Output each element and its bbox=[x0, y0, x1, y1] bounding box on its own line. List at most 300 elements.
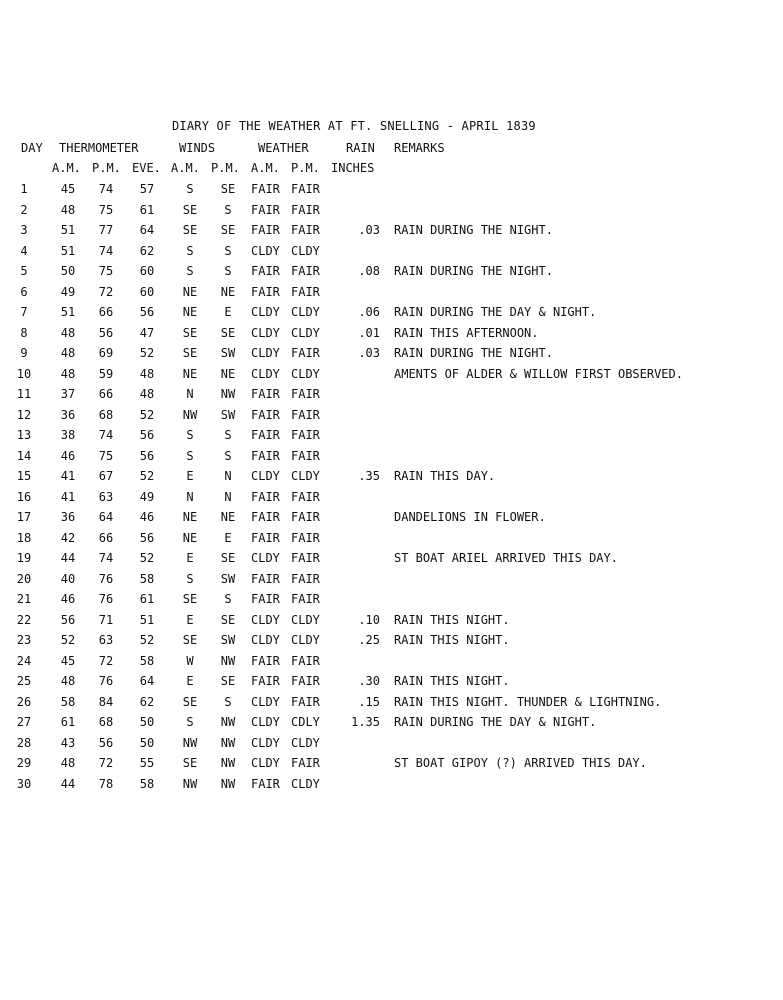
cell-remarks: AMENTS OF ALDER & WILLOW FIRST OBSERVED. bbox=[394, 367, 683, 381]
cell-therm-pm: 76 bbox=[98, 674, 114, 688]
table-row bbox=[0, 325, 783, 341]
table-row bbox=[0, 202, 783, 218]
cell-day: 8 bbox=[20, 326, 28, 340]
cell-therm-pm: 67 bbox=[98, 469, 114, 483]
cell-therm-pm: 63 bbox=[98, 490, 114, 504]
cell-wind-pm: N bbox=[224, 490, 232, 504]
cell-wind-pm: NW bbox=[220, 756, 236, 770]
cell-weather-pm: FAIR bbox=[291, 449, 320, 463]
cell-therm-pm: 77 bbox=[98, 223, 114, 237]
cell-weather-am: CLDY bbox=[251, 613, 280, 627]
table-row bbox=[0, 776, 783, 792]
cell-day: 10 bbox=[16, 367, 32, 381]
cell-day: 2 bbox=[20, 203, 28, 217]
cell-weather-am: FAIR bbox=[251, 182, 280, 196]
cell-wind-pm: S bbox=[224, 244, 232, 258]
cell-rain: .08 bbox=[358, 264, 380, 278]
cell-therm-am: 36 bbox=[60, 408, 76, 422]
table-row bbox=[0, 714, 783, 730]
cell-remarks: DANDELIONS IN FLOWER. bbox=[394, 510, 546, 524]
cell-remarks: RAIN DURING THE NIGHT. bbox=[394, 346, 553, 360]
cell-weather-pm: FAIR bbox=[291, 510, 320, 524]
table-row bbox=[0, 243, 783, 259]
cell-weather-am: CLDY bbox=[251, 633, 280, 647]
cell-therm-am: 51 bbox=[60, 305, 76, 319]
cell-day: 30 bbox=[16, 777, 32, 791]
document-title: DIARY OF THE WEATHER AT FT. SNELLING - APRIL 1839 bbox=[172, 119, 536, 133]
cell-therm-eve: 52 bbox=[139, 346, 155, 360]
cell-day: 27 bbox=[16, 715, 32, 729]
cell-weather-pm: CDLY bbox=[291, 715, 320, 729]
cell-therm-am: 44 bbox=[60, 777, 76, 791]
cell-wind-am: N bbox=[186, 387, 194, 401]
cell-wind-pm: S bbox=[224, 449, 232, 463]
cell-weather-pm: CLDY bbox=[291, 305, 320, 319]
cell-therm-eve: 62 bbox=[139, 244, 155, 258]
cell-weather-pm: FAIR bbox=[291, 531, 320, 545]
cell-weather-am: FAIR bbox=[251, 223, 280, 237]
cell-therm-eve: 57 bbox=[139, 182, 155, 196]
cell-therm-pm: 74 bbox=[98, 244, 114, 258]
subheader-weather-am: A.M. bbox=[251, 161, 280, 175]
cell-therm-pm: 68 bbox=[98, 715, 114, 729]
subheader-rain-inches: INCHES bbox=[331, 161, 375, 175]
cell-therm-pm: 71 bbox=[98, 613, 114, 627]
cell-therm-am: 50 bbox=[60, 264, 76, 278]
cell-weather-pm: CLDY bbox=[291, 367, 320, 381]
cell-day: 7 bbox=[20, 305, 28, 319]
cell-weather-pm: FAIR bbox=[291, 674, 320, 688]
cell-day: 25 bbox=[16, 674, 32, 688]
cell-wind-am: NE bbox=[182, 510, 198, 524]
cell-wind-am: E bbox=[186, 469, 194, 483]
cell-wind-pm: S bbox=[224, 428, 232, 442]
cell-therm-pm: 59 bbox=[98, 367, 114, 381]
cell-weather-am: CLDY bbox=[251, 736, 280, 750]
cell-wind-am: NE bbox=[182, 305, 198, 319]
cell-rain: .03 bbox=[358, 223, 380, 237]
cell-wind-am: NW bbox=[182, 736, 198, 750]
table-row bbox=[0, 735, 783, 751]
cell-day: 29 bbox=[16, 756, 32, 770]
cell-day: 20 bbox=[16, 572, 32, 586]
cell-therm-am: 48 bbox=[60, 203, 76, 217]
cell-therm-eve: 49 bbox=[139, 490, 155, 504]
cell-weather-pm: FAIR bbox=[291, 203, 320, 217]
cell-weather-pm: CLDY bbox=[291, 736, 320, 750]
cell-therm-pm: 74 bbox=[98, 428, 114, 442]
table-row bbox=[0, 612, 783, 628]
cell-weather-pm: FAIR bbox=[291, 654, 320, 668]
cell-wind-pm: E bbox=[224, 305, 232, 319]
cell-wind-am: S bbox=[186, 264, 194, 278]
cell-wind-am: NE bbox=[182, 531, 198, 545]
cell-rain: .25 bbox=[358, 633, 380, 647]
cell-day: 12 bbox=[16, 408, 32, 422]
cell-day: 11 bbox=[16, 387, 32, 401]
cell-weather-pm: FAIR bbox=[291, 428, 320, 442]
cell-therm-eve: 60 bbox=[139, 264, 155, 278]
cell-weather-am: CLDY bbox=[251, 367, 280, 381]
cell-rain: .10 bbox=[358, 613, 380, 627]
cell-day: 1 bbox=[20, 182, 28, 196]
cell-therm-eve: 56 bbox=[139, 305, 155, 319]
cell-therm-am: 41 bbox=[60, 490, 76, 504]
cell-weather-am: FAIR bbox=[251, 285, 280, 299]
cell-rain: .35 bbox=[358, 469, 380, 483]
cell-weather-pm: FAIR bbox=[291, 346, 320, 360]
cell-therm-pm: 72 bbox=[98, 654, 114, 668]
cell-weather-am: FAIR bbox=[251, 449, 280, 463]
cell-therm-eve: 58 bbox=[139, 654, 155, 668]
cell-therm-am: 58 bbox=[60, 695, 76, 709]
cell-therm-am: 48 bbox=[60, 367, 76, 381]
table-row bbox=[0, 530, 783, 546]
cell-weather-am: FAIR bbox=[251, 777, 280, 791]
cell-therm-pm: 56 bbox=[98, 736, 114, 750]
cell-therm-eve: 64 bbox=[139, 223, 155, 237]
cell-therm-pm: 75 bbox=[98, 203, 114, 217]
subheader-therm-am: A.M. bbox=[52, 161, 81, 175]
cell-therm-am: 38 bbox=[60, 428, 76, 442]
header-thermometer: THERMOMETER bbox=[59, 141, 139, 155]
cell-weather-pm: FAIR bbox=[291, 223, 320, 237]
table-row bbox=[0, 448, 783, 464]
cell-therm-am: 37 bbox=[60, 387, 76, 401]
cell-wind-am: SE bbox=[182, 756, 198, 770]
cell-remarks: RAIN THIS NIGHT. THUNDER & LIGHTNING. bbox=[394, 695, 662, 709]
cell-day: 23 bbox=[16, 633, 32, 647]
cell-wind-pm: NW bbox=[220, 387, 236, 401]
cell-therm-eve: 64 bbox=[139, 674, 155, 688]
cell-therm-pm: 66 bbox=[98, 387, 114, 401]
cell-therm-eve: 51 bbox=[139, 613, 155, 627]
table-row bbox=[0, 694, 783, 710]
cell-therm-eve: 56 bbox=[139, 428, 155, 442]
cell-wind-am: E bbox=[186, 613, 194, 627]
cell-day: 18 bbox=[16, 531, 32, 545]
cell-weather-pm: FAIR bbox=[291, 551, 320, 565]
cell-day: 14 bbox=[16, 449, 32, 463]
subheader-weather-pm: P.M. bbox=[291, 161, 320, 175]
cell-wind-pm: NE bbox=[220, 367, 236, 381]
cell-therm-eve: 56 bbox=[139, 531, 155, 545]
cell-weather-am: CLDY bbox=[251, 305, 280, 319]
cell-weather-am: CLDY bbox=[251, 756, 280, 770]
cell-wind-pm: N bbox=[224, 469, 232, 483]
header-day: DAY bbox=[21, 141, 43, 155]
cell-therm-pm: 75 bbox=[98, 449, 114, 463]
cell-therm-pm: 84 bbox=[98, 695, 114, 709]
cell-day: 15 bbox=[16, 469, 32, 483]
cell-therm-am: 51 bbox=[60, 244, 76, 258]
cell-weather-pm: FAIR bbox=[291, 572, 320, 586]
cell-weather-pm: FAIR bbox=[291, 387, 320, 401]
cell-wind-pm: SW bbox=[220, 346, 236, 360]
cell-wind-pm: SW bbox=[220, 572, 236, 586]
cell-wind-am: W bbox=[186, 654, 194, 668]
cell-therm-am: 52 bbox=[60, 633, 76, 647]
cell-therm-pm: 63 bbox=[98, 633, 114, 647]
cell-rain: 1.35 bbox=[351, 715, 380, 729]
cell-day: 19 bbox=[16, 551, 32, 565]
cell-weather-pm: FAIR bbox=[291, 182, 320, 196]
table-row bbox=[0, 366, 783, 382]
cell-weather-am: FAIR bbox=[251, 408, 280, 422]
table-row bbox=[0, 284, 783, 300]
cell-day: 4 bbox=[20, 244, 28, 258]
cell-therm-pm: 75 bbox=[98, 264, 114, 278]
cell-wind-pm: NW bbox=[220, 777, 236, 791]
cell-rain: .03 bbox=[358, 346, 380, 360]
cell-weather-am: CLDY bbox=[251, 326, 280, 340]
cell-wind-pm: SE bbox=[220, 613, 236, 627]
cell-therm-eve: 56 bbox=[139, 449, 155, 463]
table-row bbox=[0, 550, 783, 566]
cell-therm-eve: 58 bbox=[139, 777, 155, 791]
cell-rain: .15 bbox=[358, 695, 380, 709]
cell-wind-pm: SE bbox=[220, 326, 236, 340]
header-rain: RAIN bbox=[346, 141, 375, 155]
cell-wind-pm: SE bbox=[220, 551, 236, 565]
table-row bbox=[0, 509, 783, 525]
cell-therm-pm: 74 bbox=[98, 551, 114, 565]
table-row bbox=[0, 632, 783, 648]
cell-weather-pm: CLDY bbox=[291, 777, 320, 791]
cell-therm-am: 46 bbox=[60, 449, 76, 463]
cell-weather-am: FAIR bbox=[251, 654, 280, 668]
cell-weather-am: FAIR bbox=[251, 203, 280, 217]
cell-therm-pm: 78 bbox=[98, 777, 114, 791]
cell-remarks: RAIN THIS NIGHT. bbox=[394, 633, 510, 647]
table-row bbox=[0, 468, 783, 484]
cell-day: 22 bbox=[16, 613, 32, 627]
cell-therm-am: 41 bbox=[60, 469, 76, 483]
cell-weather-am: CLDY bbox=[251, 551, 280, 565]
cell-day: 13 bbox=[16, 428, 32, 442]
header-winds: WINDS bbox=[179, 141, 216, 155]
cell-wind-pm: NW bbox=[220, 736, 236, 750]
cell-remarks: RAIN THIS NIGHT. bbox=[394, 613, 510, 627]
cell-wind-pm: SE bbox=[220, 674, 236, 688]
cell-rain: .30 bbox=[358, 674, 380, 688]
cell-remarks: ST BOAT ARIEL ARRIVED THIS DAY. bbox=[394, 551, 618, 565]
table-row bbox=[0, 489, 783, 505]
cell-wind-pm: NE bbox=[220, 285, 236, 299]
cell-therm-eve: 62 bbox=[139, 695, 155, 709]
cell-remarks: RAIN THIS NIGHT. bbox=[394, 674, 510, 688]
cell-therm-eve: 52 bbox=[139, 551, 155, 565]
subheader-winds-am: A.M. bbox=[171, 161, 200, 175]
cell-therm-eve: 60 bbox=[139, 285, 155, 299]
cell-remarks: RAIN DURING THE DAY & NIGHT. bbox=[394, 305, 597, 319]
cell-wind-pm: S bbox=[224, 695, 232, 709]
table-header-primary bbox=[0, 140, 783, 156]
cell-therm-pm: 72 bbox=[98, 285, 114, 299]
cell-weather-am: FAIR bbox=[251, 531, 280, 545]
cell-weather-am: FAIR bbox=[251, 510, 280, 524]
cell-remarks: RAIN DURING THE DAY & NIGHT. bbox=[394, 715, 597, 729]
cell-therm-am: 43 bbox=[60, 736, 76, 750]
cell-wind-am: S bbox=[186, 572, 194, 586]
table-row bbox=[0, 755, 783, 771]
subheader-therm-pm: P.M. bbox=[92, 161, 121, 175]
cell-day: 6 bbox=[20, 285, 28, 299]
cell-therm-eve: 61 bbox=[139, 592, 155, 606]
cell-wind-am: SE bbox=[182, 223, 198, 237]
cell-therm-eve: 61 bbox=[139, 203, 155, 217]
cell-therm-am: 45 bbox=[60, 182, 76, 196]
cell-therm-pm: 76 bbox=[98, 592, 114, 606]
cell-weather-pm: FAIR bbox=[291, 756, 320, 770]
table-row bbox=[0, 386, 783, 402]
cell-therm-am: 36 bbox=[60, 510, 76, 524]
table-row bbox=[0, 407, 783, 423]
cell-weather-am: FAIR bbox=[251, 428, 280, 442]
cell-therm-am: 51 bbox=[60, 223, 76, 237]
cell-therm-am: 48 bbox=[60, 326, 76, 340]
cell-day: 17 bbox=[16, 510, 32, 524]
cell-weather-pm: FAIR bbox=[291, 264, 320, 278]
cell-weather-am: FAIR bbox=[251, 387, 280, 401]
cell-therm-eve: 52 bbox=[139, 469, 155, 483]
cell-wind-am: S bbox=[186, 715, 194, 729]
cell-wind-pm: E bbox=[224, 531, 232, 545]
cell-wind-am: SE bbox=[182, 326, 198, 340]
cell-weather-pm: CLDY bbox=[291, 244, 320, 258]
cell-weather-am: CLDY bbox=[251, 695, 280, 709]
cell-weather-am: FAIR bbox=[251, 490, 280, 504]
cell-day: 3 bbox=[20, 223, 28, 237]
cell-wind-am: E bbox=[186, 551, 194, 565]
cell-day: 9 bbox=[20, 346, 28, 360]
subheader-therm-eve: EVE. bbox=[132, 161, 161, 175]
cell-wind-pm: NE bbox=[220, 510, 236, 524]
cell-wind-pm: NW bbox=[220, 715, 236, 729]
cell-remarks: RAIN DURING THE NIGHT. bbox=[394, 264, 553, 278]
cell-therm-am: 48 bbox=[60, 756, 76, 770]
cell-wind-am: NE bbox=[182, 367, 198, 381]
cell-weather-am: FAIR bbox=[251, 572, 280, 586]
cell-weather-am: CLDY bbox=[251, 469, 280, 483]
cell-wind-am: S bbox=[186, 428, 194, 442]
cell-wind-am: SE bbox=[182, 633, 198, 647]
cell-weather-pm: CLDY bbox=[291, 613, 320, 627]
cell-weather-am: FAIR bbox=[251, 264, 280, 278]
cell-therm-eve: 50 bbox=[139, 715, 155, 729]
cell-therm-am: 42 bbox=[60, 531, 76, 545]
cell-weather-pm: CLDY bbox=[291, 633, 320, 647]
cell-therm-am: 44 bbox=[60, 551, 76, 565]
header-remarks: REMARKS bbox=[394, 141, 445, 155]
table-row bbox=[0, 263, 783, 279]
cell-wind-am: NW bbox=[182, 408, 198, 422]
cell-weather-pm: FAIR bbox=[291, 285, 320, 299]
cell-therm-eve: 58 bbox=[139, 572, 155, 586]
cell-therm-pm: 72 bbox=[98, 756, 114, 770]
cell-weather-am: CLDY bbox=[251, 244, 280, 258]
table-row bbox=[0, 653, 783, 669]
table-row bbox=[0, 222, 783, 238]
cell-therm-eve: 52 bbox=[139, 633, 155, 647]
cell-weather-pm: FAIR bbox=[291, 695, 320, 709]
cell-day: 26 bbox=[16, 695, 32, 709]
cell-wind-pm: S bbox=[224, 592, 232, 606]
cell-wind-am: S bbox=[186, 449, 194, 463]
cell-therm-am: 61 bbox=[60, 715, 76, 729]
table-row bbox=[0, 591, 783, 607]
cell-day: 21 bbox=[16, 592, 32, 606]
table-row bbox=[0, 571, 783, 587]
cell-day: 5 bbox=[20, 264, 28, 278]
cell-therm-pm: 76 bbox=[98, 572, 114, 586]
cell-weather-pm: FAIR bbox=[291, 592, 320, 606]
table-row bbox=[0, 181, 783, 197]
cell-day: 16 bbox=[16, 490, 32, 504]
cell-remarks: RAIN THIS DAY. bbox=[394, 469, 496, 483]
cell-weather-am: CLDY bbox=[251, 715, 280, 729]
cell-therm-pm: 56 bbox=[98, 326, 114, 340]
cell-therm-pm: 69 bbox=[98, 346, 114, 360]
cell-wind-pm: SE bbox=[220, 223, 236, 237]
cell-wind-am: NE bbox=[182, 285, 198, 299]
cell-wind-pm: NW bbox=[220, 654, 236, 668]
cell-therm-eve: 48 bbox=[139, 387, 155, 401]
cell-therm-am: 48 bbox=[60, 674, 76, 688]
cell-wind-pm: S bbox=[224, 264, 232, 278]
cell-therm-eve: 52 bbox=[139, 408, 155, 422]
table-row bbox=[0, 427, 783, 443]
cell-wind-am: S bbox=[186, 182, 194, 196]
cell-wind-am: S bbox=[186, 244, 194, 258]
cell-therm-pm: 66 bbox=[98, 305, 114, 319]
cell-wind-am: SE bbox=[182, 203, 198, 217]
cell-remarks: ST BOAT GIPOY (?) ARRIVED THIS DAY. bbox=[394, 756, 647, 770]
cell-therm-eve: 48 bbox=[139, 367, 155, 381]
cell-weather-pm: FAIR bbox=[291, 408, 320, 422]
cell-therm-am: 49 bbox=[60, 285, 76, 299]
table-header-secondary bbox=[0, 160, 783, 176]
cell-rain: .06 bbox=[358, 305, 380, 319]
cell-remarks: RAIN THIS AFTERNOON. bbox=[394, 326, 539, 340]
cell-wind-am: N bbox=[186, 490, 194, 504]
subheader-winds-pm: P.M. bbox=[211, 161, 240, 175]
cell-therm-pm: 74 bbox=[98, 182, 114, 196]
table-row bbox=[0, 304, 783, 320]
cell-wind-pm: SW bbox=[220, 408, 236, 422]
cell-day: 28 bbox=[16, 736, 32, 750]
cell-therm-pm: 68 bbox=[98, 408, 114, 422]
cell-wind-pm: SW bbox=[220, 633, 236, 647]
cell-day: 24 bbox=[16, 654, 32, 668]
cell-therm-eve: 47 bbox=[139, 326, 155, 340]
cell-wind-am: SE bbox=[182, 346, 198, 360]
cell-remarks: RAIN DURING THE NIGHT. bbox=[394, 223, 553, 237]
cell-wind-am: SE bbox=[182, 695, 198, 709]
cell-wind-am: NW bbox=[182, 777, 198, 791]
cell-wind-am: SE bbox=[182, 592, 198, 606]
cell-therm-eve: 55 bbox=[139, 756, 155, 770]
cell-weather-am: FAIR bbox=[251, 592, 280, 606]
cell-weather-pm: FAIR bbox=[291, 490, 320, 504]
cell-therm-am: 48 bbox=[60, 346, 76, 360]
cell-rain: .01 bbox=[358, 326, 380, 340]
cell-weather-am: CLDY bbox=[251, 346, 280, 360]
cell-therm-pm: 66 bbox=[98, 531, 114, 545]
table-row bbox=[0, 673, 783, 689]
cell-wind-am: E bbox=[186, 674, 194, 688]
header-weather: WEATHER bbox=[258, 141, 309, 155]
